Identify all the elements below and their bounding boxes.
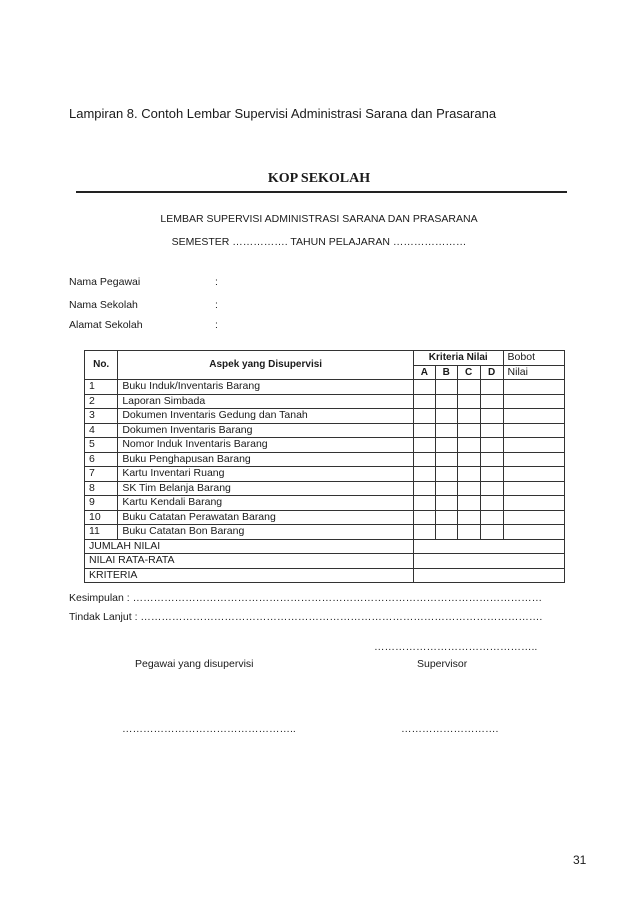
score-cell-c [457,394,480,409]
table-row [85,481,565,496]
score-cell-bobot [503,467,564,482]
supervisor-signature-line: ………………………. [401,723,499,735]
score-cell-b [435,510,457,525]
score-cell-d [480,452,503,467]
field-colon: : [215,319,218,331]
header-aspek: Aspek yang Disupervisi [118,351,414,380]
score-cell-d [480,525,503,540]
table-row [85,496,565,511]
score-cell-c [457,510,480,525]
score-cell-a [413,452,435,467]
summary-nilai-rata-rata: NILAI RATA-RATA [85,554,414,569]
table-row [85,394,565,409]
row-number: 2 [85,394,118,409]
row-number: 1 [85,380,118,395]
score-cell-d [480,423,503,438]
score-cell-a [413,481,435,496]
summary-jumlah-nilai: JUMLAH NILAI [85,539,414,554]
row-aspek: Dokumen Inventaris Barang [118,423,414,438]
table-row [85,380,565,395]
score-cell-a [413,525,435,540]
row-number: 11 [85,525,118,540]
score-cell-c [457,496,480,511]
header-bobot: Bobot [503,351,564,366]
score-cell-d [480,510,503,525]
appendix-caption: Lampiran 8. Contoh Lembar Supervisi Administrasi Sarana dan Prasarana [69,106,497,121]
score-cell-c [457,409,480,424]
score-cell-a [413,438,435,453]
score-cell-d [480,380,503,395]
supervisor-label: Supervisor [417,658,468,670]
score-cell-a [413,409,435,424]
score-cell-a [413,510,435,525]
score-cell-d [480,438,503,453]
score-cell-b [435,409,457,424]
header-kriteria-nilai: Kriteria Nilai [413,351,503,366]
form-title: LEMBAR SUPERVISI ADMINISTRASI SARANA DAN PRASARANA [160,213,478,225]
row-aspek: Kartu Kendali Barang [118,496,414,511]
header-d: D [480,365,503,380]
score-cell-d [480,409,503,424]
score-cell-b [435,525,457,540]
score-cell-bobot [503,380,564,395]
kop-divider [76,191,567,193]
score-cell-d [480,467,503,482]
header-b: B [435,365,457,380]
score-cell-a [413,467,435,482]
table-row [85,510,565,525]
field-label-alamat-sekolah: Alamat Sekolah [69,319,143,331]
score-cell-bobot [503,510,564,525]
field-label-nama-sekolah: Nama Sekolah [69,299,138,311]
tindak-lanjut-line: Tindak Lanjut : ……………………………………………………………………………………………………. [69,611,543,623]
row-number: 9 [85,496,118,511]
row-aspek: Laporan Simbada [118,394,414,409]
date-place-dots: ……………………………………….. [374,641,538,653]
field-colon: : [215,276,218,288]
semester-line: SEMESTER ……………. TAHUN PELAJARAN ………………… [171,236,467,248]
summary-cell [413,539,564,554]
score-cell-bobot [503,394,564,409]
score-cell-bobot [503,481,564,496]
score-cell-d [480,496,503,511]
row-number: 5 [85,438,118,453]
score-cell-b [435,496,457,511]
row-number: 6 [85,452,118,467]
score-cell-b [435,394,457,409]
header-a: A [413,365,435,380]
score-cell-d [480,481,503,496]
score-cell-c [457,438,480,453]
score-cell-bobot [503,525,564,540]
score-cell-a [413,423,435,438]
score-cell-b [435,452,457,467]
score-cell-b [435,467,457,482]
score-cell-a [413,496,435,511]
score-cell-a [413,380,435,395]
score-cell-d [480,394,503,409]
row-aspek: Kartu Inventari Ruang [118,467,414,482]
score-cell-c [457,452,480,467]
score-cell-b [435,481,457,496]
score-cell-c [457,525,480,540]
header-c: C [457,365,480,380]
row-aspek: Buku Catatan Perawatan Barang [118,510,414,525]
kop-sekolah-heading: KOP SEKOLAH [267,171,371,186]
summary-cell [413,554,564,569]
supervision-table [84,350,565,583]
table-row [85,423,565,438]
row-number: 8 [85,481,118,496]
row-aspek: Nomor Induk Inventaris Barang [118,438,414,453]
pegawai-signature-line: ………………………………………….. [122,723,296,735]
score-cell-b [435,438,457,453]
score-cell-c [457,467,480,482]
score-cell-c [457,423,480,438]
table-row [85,525,565,540]
row-number: 4 [85,423,118,438]
score-cell-a [413,394,435,409]
pegawai-label: Pegawai yang disupervisi [135,658,254,670]
score-cell-c [457,481,480,496]
row-aspek: Buku Catatan Bon Barang [118,525,414,540]
row-number: 7 [85,467,118,482]
table-row [85,452,565,467]
field-label-nama-pegawai: Nama Pegawai [69,276,141,288]
summary-kriteria: KRITERIA [85,568,414,583]
summary-cell [413,568,564,583]
score-cell-bobot [503,423,564,438]
row-aspek: Buku Penghapusan Barang [118,452,414,467]
row-aspek: Buku Induk/Inventaris Barang [118,380,414,395]
header-no: No. [85,351,118,380]
field-colon: : [215,299,218,311]
score-cell-bobot [503,409,564,424]
page-number: 31 [573,853,587,867]
table-row [85,467,565,482]
row-number: 10 [85,510,118,525]
header-nilai: Nilai [503,365,564,380]
kesimpulan-line: Kesimpulan : ……………………………………………………………………………………………………… [69,592,543,604]
table-row [85,409,565,424]
score-cell-bobot [503,452,564,467]
score-cell-b [435,423,457,438]
row-aspek: Dokumen Inventaris Gedung dan Tanah [118,409,414,424]
score-cell-bobot [503,438,564,453]
row-aspek: SK Tim Belanja Barang [118,481,414,496]
score-cell-b [435,380,457,395]
score-cell-bobot [503,496,564,511]
table-row [85,438,565,453]
row-number: 3 [85,409,118,424]
score-cell-c [457,380,480,395]
